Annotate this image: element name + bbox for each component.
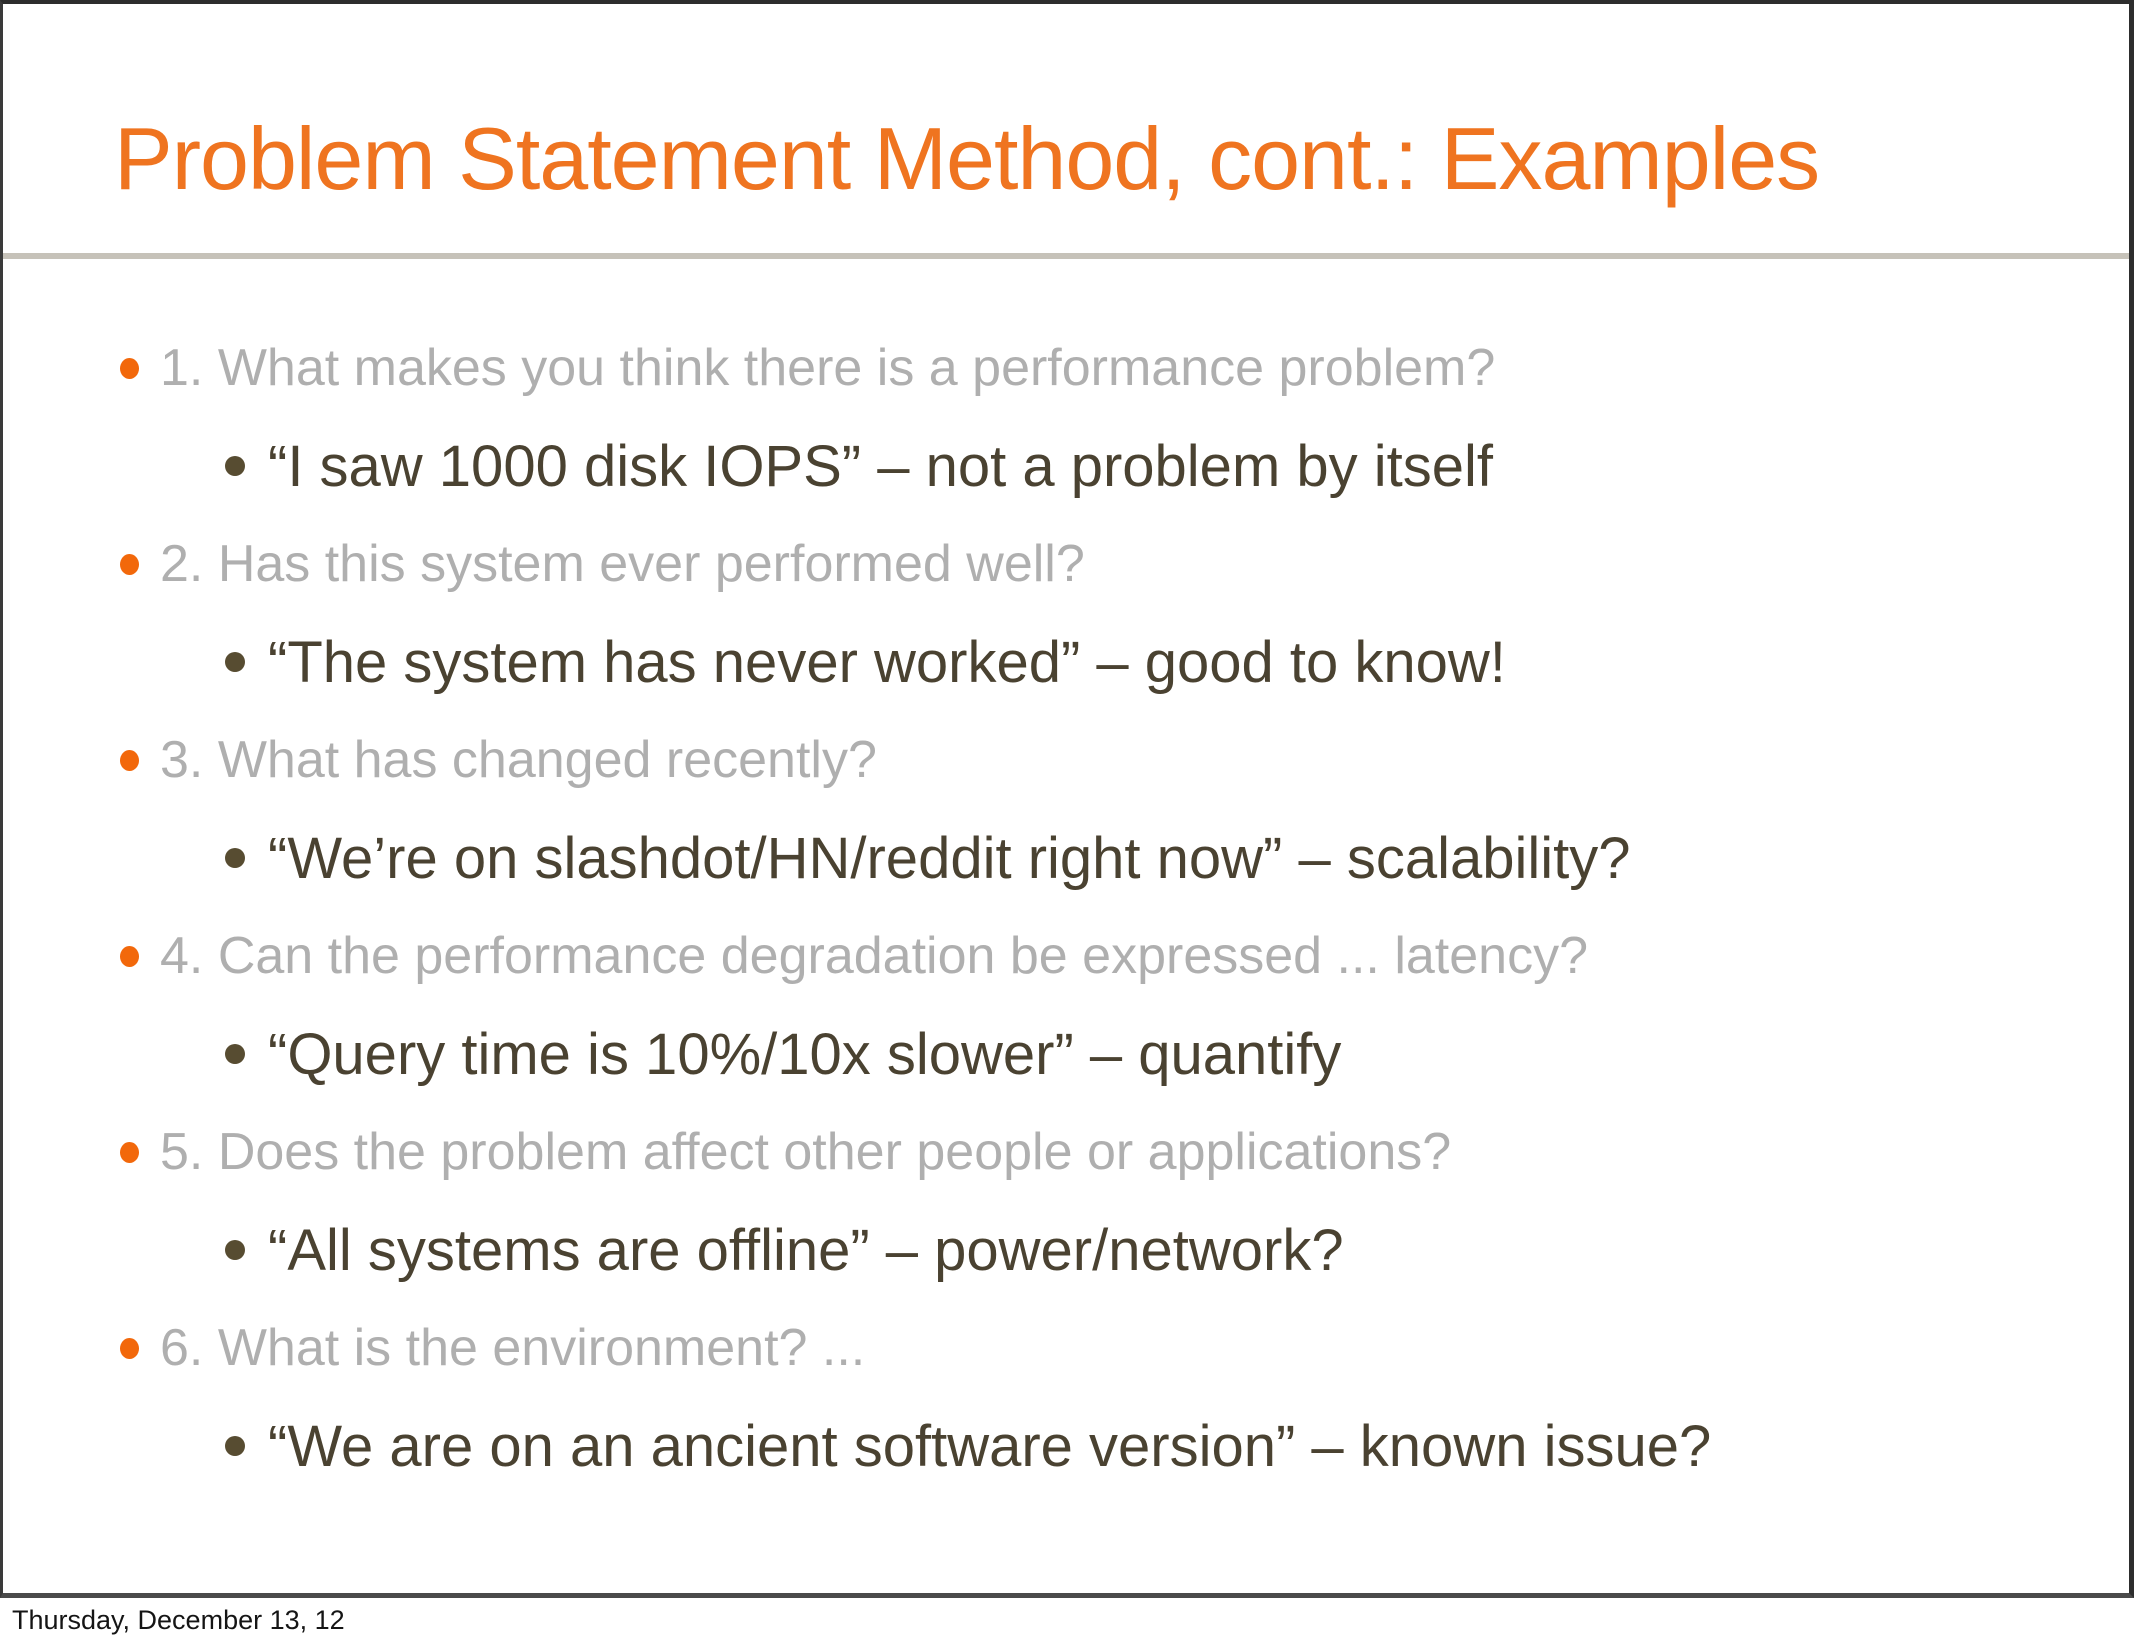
question-text: 3. What has changed recently?: [160, 731, 877, 789]
sub-bullet-icon: [225, 1240, 245, 1260]
bullet-list: [3, 319, 2129, 1495]
bullet-icon: [120, 1338, 139, 1359]
sub-bullet-icon: [225, 1044, 245, 1064]
question-text: 6. What is the environment? ...: [160, 1319, 866, 1377]
list-item-answer: [3, 1201, 2129, 1299]
list-item-answer: [3, 1397, 2129, 1495]
list-item-question: [3, 907, 2129, 1005]
bullet-icon: [120, 358, 139, 379]
question-text: 1. What makes you think there is a performance problem?: [160, 339, 1496, 397]
answer-text: “I saw 1000 disk IOPS” – not a problem by itself: [268, 433, 1493, 499]
bullet-icon: [120, 946, 139, 967]
list-item-question: [3, 515, 2129, 613]
title-separator-line: [3, 253, 2129, 259]
answer-text: “We are on an ancient software version” – known issue?: [268, 1413, 1712, 1479]
list-item-question: [3, 319, 2129, 417]
sub-bullet-icon: [225, 456, 245, 476]
bullet-icon: [120, 554, 139, 575]
bullet-icon: [120, 750, 139, 771]
footer-date: Thursday, December 13, 12: [12, 1605, 345, 1635]
sub-bullet-icon: [225, 652, 245, 672]
answer-text: “The system has never worked” – good to know!: [268, 629, 1506, 695]
bullet-icon: [120, 1142, 139, 1163]
list-item-question: [3, 1103, 2129, 1201]
sub-bullet-icon: [225, 1436, 245, 1456]
question-text: 4. Can the performance degradation be expressed ... latency?: [160, 927, 1588, 985]
answer-text: “All systems are offline” – power/network?: [268, 1217, 1344, 1283]
list-item-answer: [3, 613, 2129, 711]
sub-bullet-icon: [225, 848, 245, 868]
list-item-answer: [3, 1005, 2129, 1103]
list-item-answer: [3, 417, 2129, 515]
answer-text: “We’re on slashdot/HN/reddit right now” – scalability?: [268, 825, 1631, 891]
answer-text: “Query time is 10%/10x slower” – quantify: [268, 1021, 1342, 1087]
question-text: 2. Has this system ever performed well?: [160, 535, 1085, 593]
list-item-answer: [3, 809, 2129, 907]
list-item-question: [3, 711, 2129, 809]
question-text: 5. Does the problem affect other people or applications?: [160, 1123, 1452, 1181]
list-item-question: [3, 1299, 2129, 1397]
slide-title: Problem Statement Method, cont.: Examples: [114, 109, 1820, 208]
